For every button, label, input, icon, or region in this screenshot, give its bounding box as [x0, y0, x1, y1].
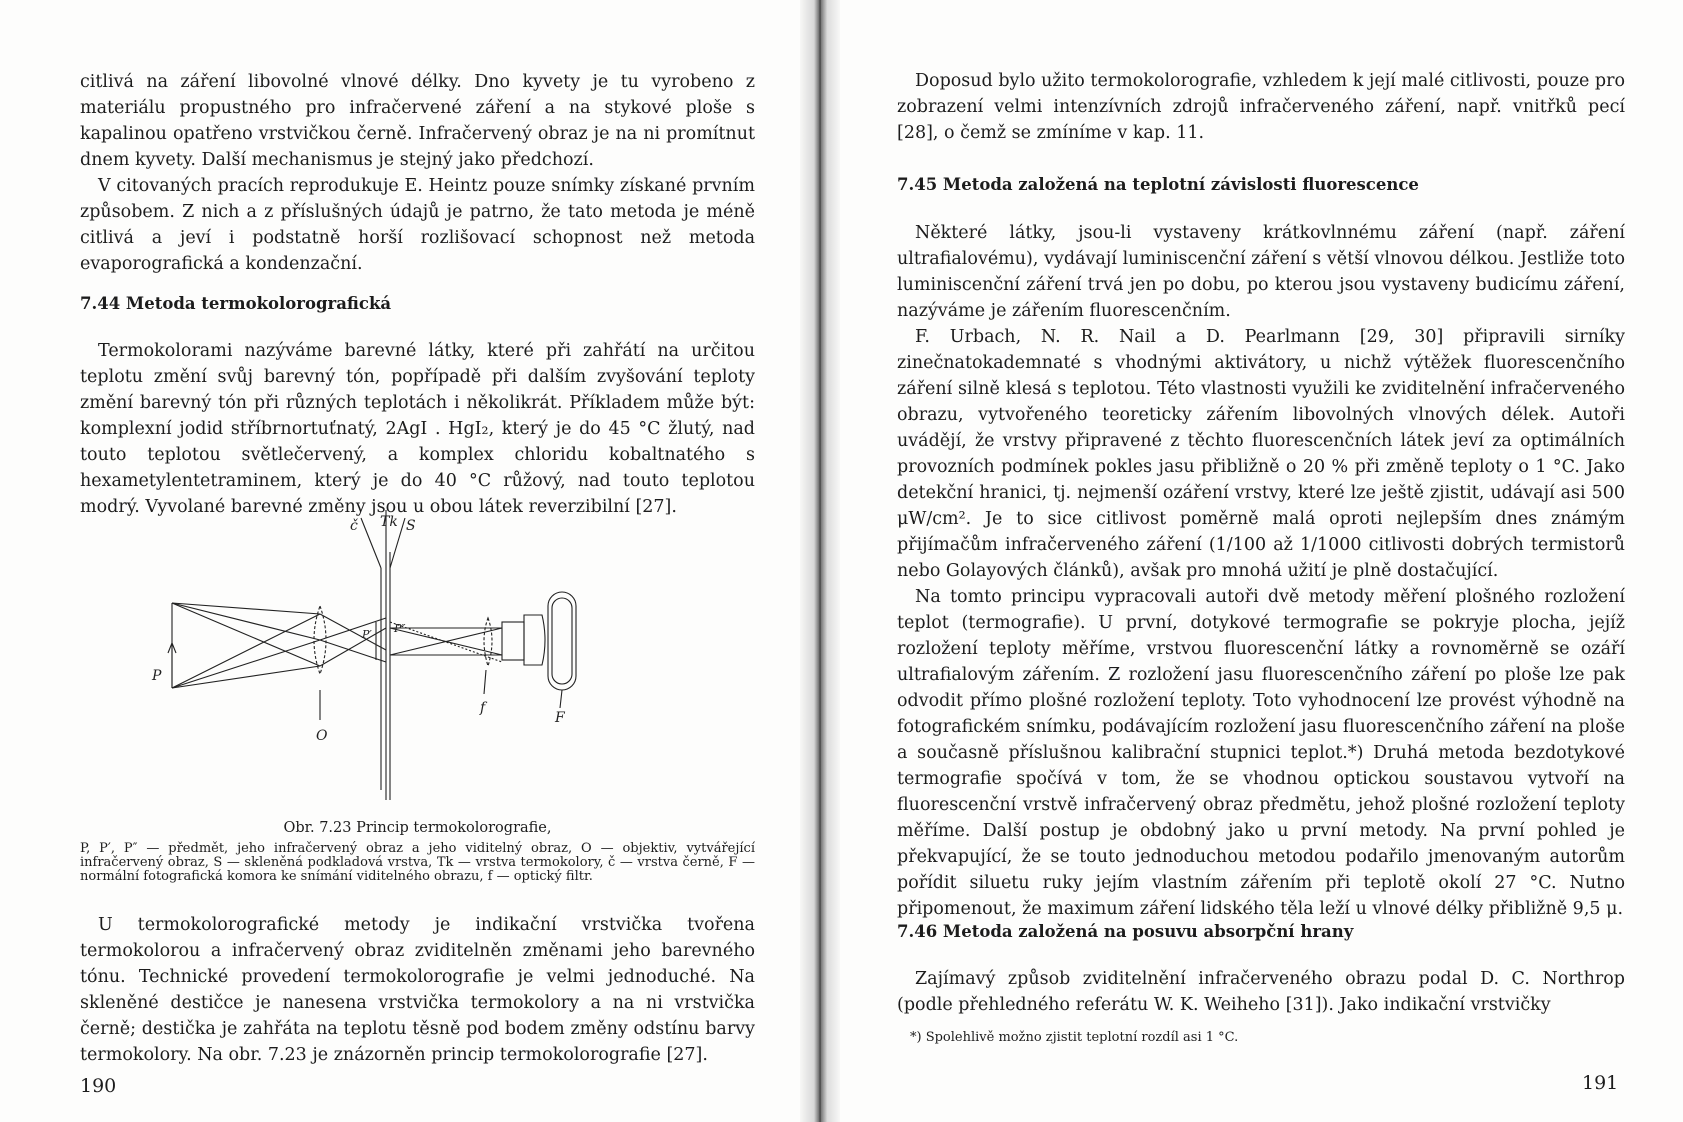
right-text-bottom — [897, 966, 1625, 1018]
label-F: F — [555, 710, 565, 726]
section-heading-7-44: 7.44 Metoda termokolorografická — [80, 294, 392, 313]
figure-caption-text: P, P′, P″ — předmět, jeho infračervený obraz a jeho viditelný obraz, O — objektiv, vytvářející infračervený obraz, S — skleněná podkladová vrstva, Tk — vrstva termokolory, č — vrstva černě, F — normální fotografická komora ke snímání viditelného obrazu, f — optický filtr. — [80, 841, 755, 884]
label-p1: P′ — [362, 628, 372, 641]
left-paragraph-4: U termokolorografické metody je indikační vrstvička tvořena termokolorou a infračervený obraz zviditelněn změnami jeho barevného tónu. Technické provedení termokolorografie je velmi jednoduché. Na skleněné destičce je nanesena vrstvička termokolory a na ni vrstvička černě; destička je zahřáta na teplotu těsně pod bodem změny odstínu barvy termokolory. Na obr. 7.23 je znázorněn princip termokolorografie [27]. — [80, 915, 755, 1065]
page-number-right: 191 — [1582, 1072, 1619, 1094]
right-paragraph-3: F. Urbach, N. R. Nail a D. Pearlmann [29, 30] připravili sirníky zinečnatokademnaté s vhodnými aktivátory, u nichž výtěžek fluorescenčního záření silně klesá s teplotou. Této vlastnosti využili ke zviditelnění infračerveného obrazu, vytvořeného teoreticky zářením libovolných vlnových délek. Autoři uvádějí, že vrstvy připravené z těchto fluorescenčních látek jeví za optimálních provozních podmínek pokles jasu přibližně o 20 % při změně teploty o 1 °C. Jako detekční hranici, tj. nejmenší ozáření vrstvy, které lze ještě zjistit, udávají asi 500 μW/cm². Je to sice citlivost poměrně malá oproti nejlepším dnes známým přijímačům infračerveného záření (1/100 až 1/1000 citlivosti dobrých termistorů nebo Golayových článků), avšak pro mnohá užití je plně dostačující. — [897, 327, 1625, 581]
label-f: f — [480, 700, 486, 716]
camera-lens — [524, 615, 545, 665]
right-text-middle — [897, 220, 1625, 922]
left-paragraph-3: Termokolorami nazýváme barevné látky, které při zahřátí na určitou teplotu změní svůj barevný tón, popřípadě při dalším zvyšování teploty změní barevný tón při různých teplotách i několikrát. Příkladem může být: komplexní jodid stříbrnortuťnatý, 2AgI . HgI₂, který je do 45 °C žlutý, nad touto teplotou světlečervený, a komplex chloridu kobaltnatého s hexametylentetraminem, který je do 40 °C růžový, nad touto teplotou modrý. Vyvolané barevné změny jsou u obou látek reverzibilní [27]. — [80, 341, 755, 517]
left-page — [0, 0, 800, 1122]
right-page — [840, 0, 1683, 1122]
right-paragraph-1: Doposud bylo užito termokolorografie, vzhledem k její malé citlivosti, pouze pro zobrazení velmi intenzívních zdrojů infračerveného záření, např. vnitřků pecí [28], o čemž se zmíníme v kap. 11. — [897, 71, 1625, 143]
figure-caption-title: Obr. 7.23 Princip termokolorografie, — [283, 820, 552, 836]
camera-lens-barrel — [502, 622, 524, 660]
left-text-middle — [80, 338, 755, 520]
ray — [172, 640, 320, 688]
left-paragraph-2: V citovaných pracích reprodukuje E. Heintz pouze snímky získané prvním způsobem. Z nich a z příslušných údajů je patrno, že tato metoda je méně citlivá a jeví i podstatně horší rozlišovací schopnost než metoda evaporografická a kondenzační. — [80, 176, 755, 274]
label-c: č — [350, 518, 358, 534]
right-text-top — [897, 68, 1625, 146]
left-text-top — [80, 69, 755, 277]
section-heading-7-46: 7.46 Metoda založená na posuvu absorpční hrany — [897, 922, 1354, 941]
label-o: O — [316, 728, 328, 744]
label-p: P — [152, 668, 162, 684]
label-tk: Tk — [380, 514, 398, 530]
page-number-left: 190 — [80, 1075, 117, 1097]
footnote: *) Spolehlivě možno zjistit teplotní rozdíl asi 1 °C. — [910, 1030, 1239, 1045]
book-gutter — [800, 0, 840, 1122]
label-s: S — [406, 518, 416, 534]
label-p2: P″ — [394, 622, 406, 635]
left-text-bottom — [80, 912, 755, 1068]
optical-filter — [484, 618, 492, 666]
right-paragraph-5: Zajímavý způsob zviditelnění infračerveného obrazu podal D. C. Northrop (podle přehledného referátu W. K. Weiheho [31]). Jako indikační vrstvičky — [897, 969, 1625, 1015]
left-paragraph-1: citlivá na záření libovolné vlnové délky. Dno kyvety je tu vyrobeno z materiálu propustného pro infračervené záření a na stykové ploše s kapalinou opatřeno vrstvičkou černě. Infračervený obraz je na ni promítnut dnem kyvety. Další mechanismus je stejný jako předchozí. — [80, 72, 755, 170]
right-paragraph-4: Na tomto principu vypracovali autoři dvě metody měření plošného rozložení teplot (termografie). U první, dotykové termografie se pokryje plocha, jejíž rozložení teploty měříme, vrstvou fluorescenční látky a rovnoměrně se ozáří ultrafialovým zářením. Z rozložení jasu fluorescenčního záření po ploše lze pak odvodit přímo plošné rozložení teploty. Toto vyhodnocení lze provést výhodně na fotografickém snímku, podávajícím rozložení jasu fluorescenčního záření na ploše a současně příslušnou kalibrační stupnici teplot.*) Druhá metoda bezdotykové termografie spočívá v tom, že se vhodnou optickou soustavou vytvoří na fluorescenční vrstvě infračervený obraz předmětu, jehož plošné rozložení teploty měříme. Další postup je obdobný jako u první metody. Na první pohled je překvapující, že se touto jednoduchou metodou podařilo jmenovaným autorům pořídit siluetu ruky jejím vlastním zářením při teplotě okolí 27 °C. Nutno připomenout, že maximum záření lidského těla leží u vlnové délky přibližně 9,5 μ. — [897, 587, 1625, 919]
thermocolorography-diagram — [150, 510, 640, 810]
right-paragraph-2: Některé látky, jsou-li vystaveny krátkovlnnému záření (např. záření ultrafialovému), vydávají luminiscenční záření s větší vlnovou délkou. Jestliže toto luminiscenční záření trvá jen po dobu, po kterou jsou vystaveny budicímu záření, nazýváme je zářením fluorescenčním. — [897, 223, 1625, 321]
section-heading-7-45: 7.45 Metoda založená na teplotní závislosti fluorescence — [897, 175, 1419, 194]
